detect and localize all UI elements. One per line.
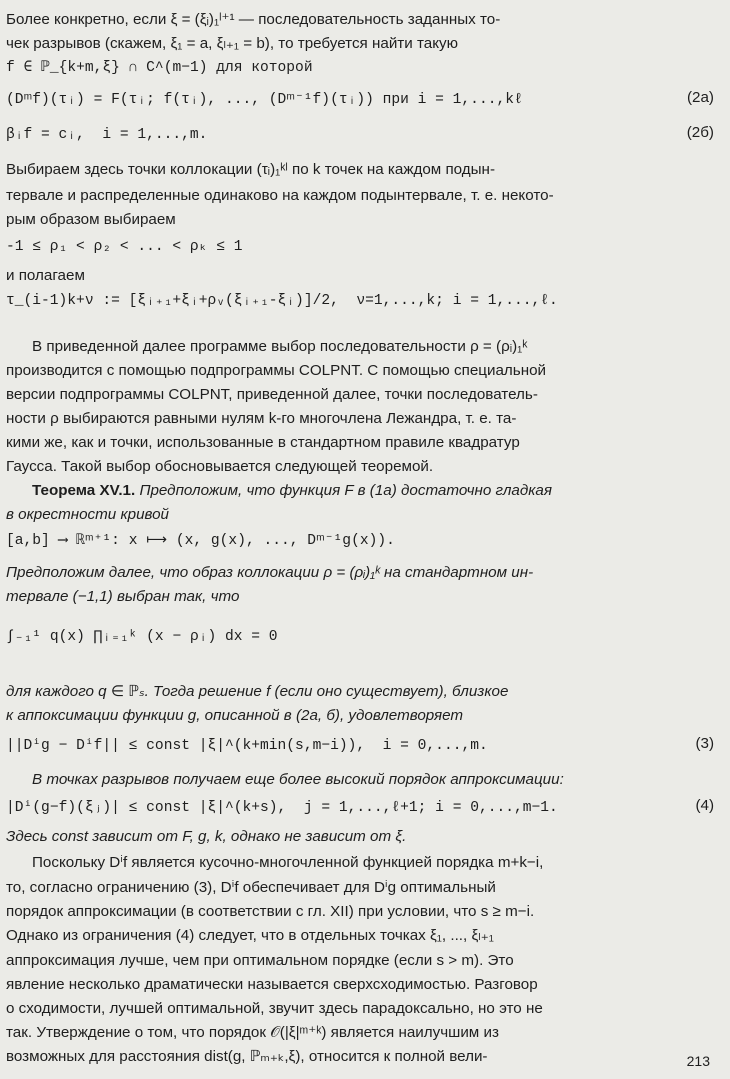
text-line: ности ρ выбираются равными нулям k-го многочлена Лежандра, т. е. та-	[6, 410, 517, 427]
text-line: явление несколько драматически называется сверхсходимостью. Разговор	[6, 976, 538, 993]
theorem-text: Предположим, что функция F в (1а) достаточно гладкая	[139, 482, 552, 499]
text-line: так. Утверждение о том, что порядок 𝒪(|ξ|ᵐ⁺ᵏ) является наилучшим из	[6, 1024, 499, 1041]
text-line: Предположим далее, что образ коллокации ρ = (ρᵢ)₁ᵏ на стандартном ин-	[6, 564, 534, 581]
formula-line: f ∈ ℙ_{k+m,ξ} ∩ C^(m−1) для которой	[6, 60, 313, 76]
text-line: версии подпрограммы COLPNT, приведенной далее, точки последователь-	[6, 386, 538, 403]
text-line: В точках разрывов получаем еще более высокий порядок аппроксимации:	[32, 771, 564, 788]
text-line: Здесь const зависит от F, g, k, однако не зависит от ξ.	[6, 828, 407, 845]
text-line: В приведенной далее программе выбор последовательности ρ = (ρᵢ)₁ᵏ	[32, 338, 528, 355]
formula-line: τ_(i-1)k+ν := [ξᵢ₊₁+ξᵢ+ρᵥ(ξᵢ₊₁-ξᵢ)]/2, ν=1,...,k; i = 1,...,ℓ.	[6, 293, 558, 309]
text-line: к аппоксимации функции g, описанной в (2а, б), удовлетворяет	[6, 707, 464, 724]
equation-number: (2а)	[686, 89, 714, 106]
text-line: для каждого q ∈ ℙₛ. Тогда решение f (если оно существует), близкое	[6, 683, 509, 700]
text-line: порядок аппроксимации (в соответствии с гл. XII) при условии, что s ≥ m−i.	[6, 903, 535, 920]
formula-line: -1 ≤ ρ₁ < ρ₂ < ... < ρₖ ≤ 1	[6, 239, 243, 255]
text-line: Выбираем здесь точки коллокации (τᵢ)₁ᵏˡ по k точек на каждом подын-	[6, 161, 496, 178]
theorem-line	[6, 479, 714, 503]
text-line: возможных для расстояния dist(g, ℙₘ₊ₖ,ξ), относится к полной вели-	[6, 1048, 488, 1065]
formula-line: βᵢf = cᵢ, i = 1,...,m.	[6, 127, 208, 143]
text-line: Гаусса. Такой выбор обосновывается следующей теоремой.	[6, 458, 434, 475]
equation-number: (3)	[695, 735, 714, 752]
text-line: рым образом выбираем	[6, 211, 176, 228]
text-line: Более конкретно, если ξ = (ξᵢ)₁ˡ⁺¹ — последовательность заданных то-	[6, 11, 501, 28]
formula-line: (Dᵐf)(τᵢ) = F(τᵢ; f(τᵢ), ..., (Dᵐ⁻¹f)(τᵢ)) при i = 1,...,kℓ	[6, 92, 523, 108]
text-line: Однако из ограничения (4) следует, что в отдельных точках ξ₁, ..., ξₗ₊₁	[6, 927, 494, 944]
text-line: Поскольку Dⁱf является кусочно-многочленной функцией порядка m+k−i,	[32, 854, 544, 871]
equation-number: (4)	[695, 797, 714, 814]
text-line: то, согласно ограничению (3), Dⁱf обеспечивает для Dⁱg оптимальный	[6, 879, 496, 896]
formula-line: ||Dⁱg − Dⁱf|| ≤ const |ξ|^(k+min(s,m−i)), i = 0,...,m.	[6, 738, 488, 754]
text-line: о сходимости, лучшей оптимальной, звучит здесь парадоксально, но это не	[6, 1000, 543, 1017]
text-line: аппроксимация лучше, чем при оптимальном порядке (если s > m). Это	[6, 952, 514, 969]
text-line: производится с помощью подпрограммы COLPNT. С помощью специальной	[6, 362, 547, 379]
formula-line: ∫₋₁¹ q(x) ∏ᵢ₌₁ᵏ (x − ρᵢ) dx = 0	[6, 629, 278, 645]
text-line: в окрестности кривой	[6, 506, 169, 523]
text-line: чек разрывов (скажем, ξ₁ = a, ξₗ₊₁ = b), то требуется найти такую	[6, 35, 458, 52]
text-line: тервале и распределенные одинаково на каждом подынтервале, т. е. некото-	[6, 187, 554, 204]
text-line: тервале (−1,1) выбран так, что	[6, 588, 240, 605]
page-number: 213	[686, 1053, 710, 1069]
text-line: кими же, как и точки, использованные в стандартном правиле квадратур	[6, 434, 520, 451]
theorem-title: Теорема XV.1.	[32, 482, 136, 499]
text-line: и полагаем	[6, 267, 85, 284]
formula-line: |Dⁱ(g−f)(ξⱼ)| ≤ const |ξ|^(k+s), j = 1,...,ℓ+1; i = 0,...,m−1.	[6, 800, 558, 816]
equation-number: (2б)	[686, 124, 714, 141]
formula-line: [a,b] ⟶ ℝᵐ⁺¹: x ⟼ (x, g(x), ..., Dᵐ⁻¹g(x)).	[6, 533, 395, 549]
